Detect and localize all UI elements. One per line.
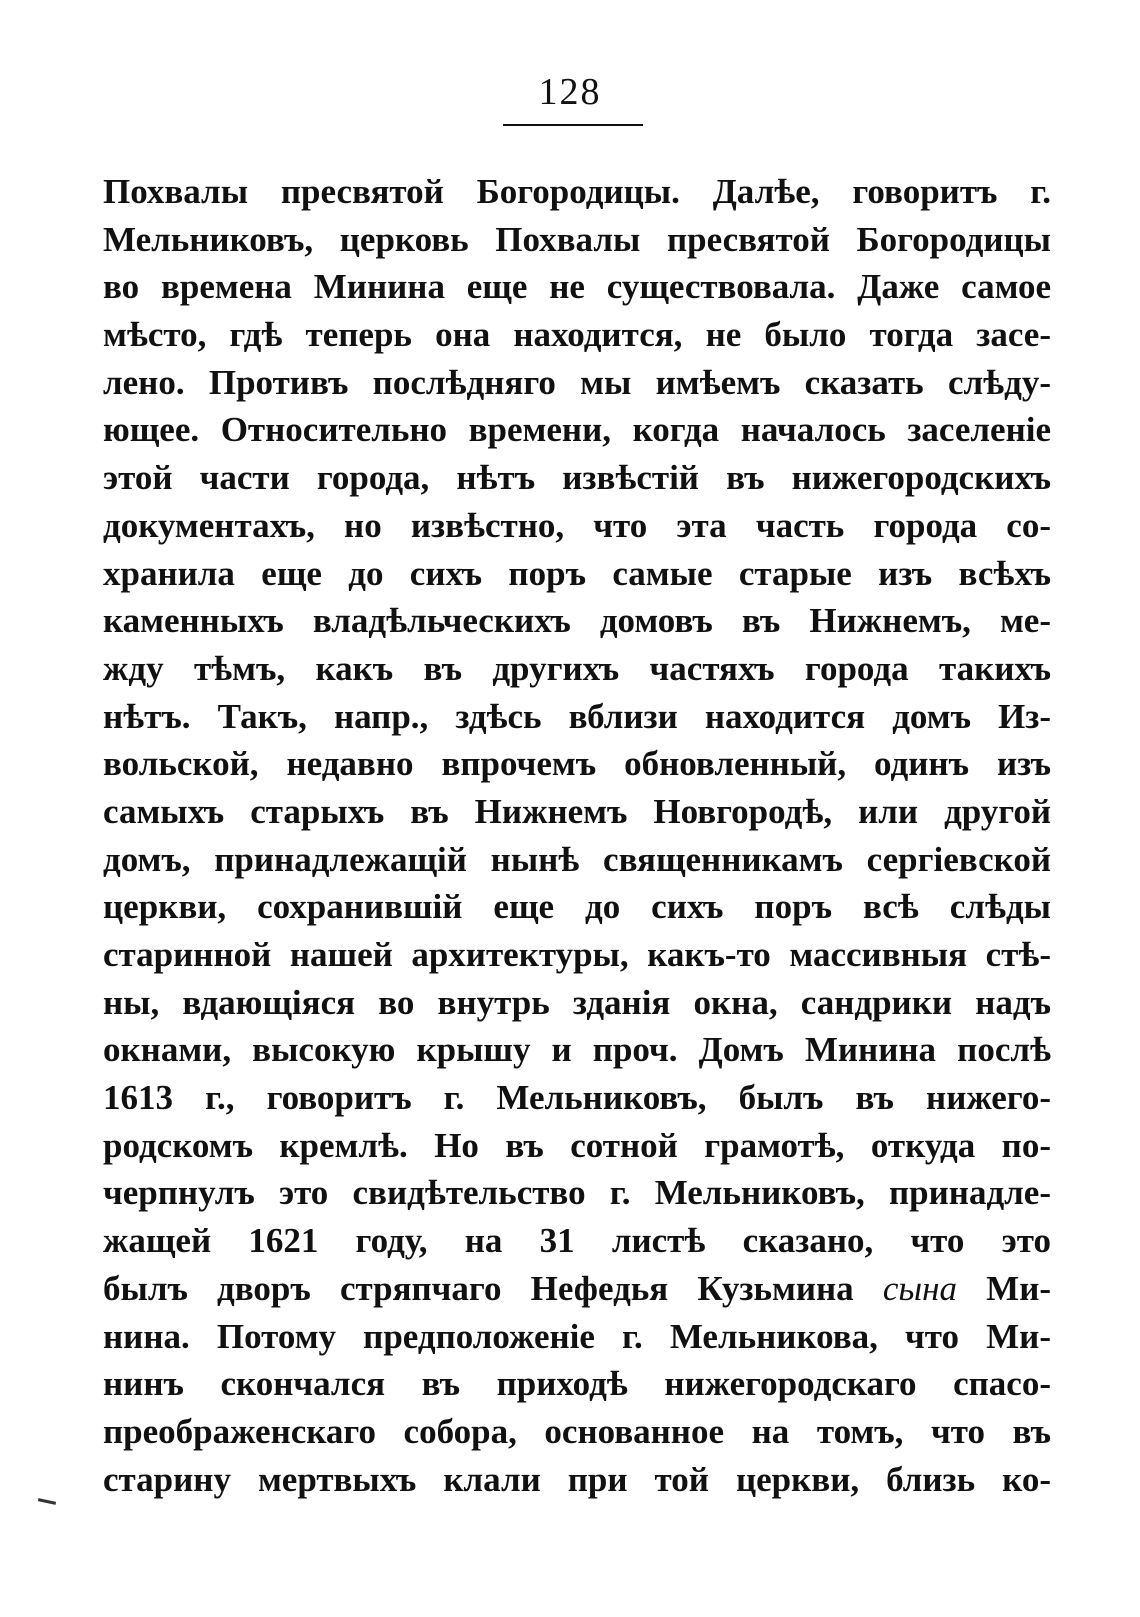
text-line-14: самыхъ старыхъ въ Нижнемъ Новгородѣ, или другой xyxy=(103,791,1051,831)
text-line-11: жду тѣмъ, какъ въ другихъ частяхъ города такихъ xyxy=(103,648,1051,688)
text-line-6: ющее. Относительно времени, когда началось заселеніе xyxy=(103,410,1051,450)
text-line-27: преображенскаго собора, основанное на томъ, что въ xyxy=(103,1411,1051,1451)
text-line-9: хранила еще до сихъ поръ самые старые изъ всѣхъ xyxy=(103,553,1051,593)
text-line-24-start: былъ дворъ стряпчаго Нефедья Кузьмина xyxy=(103,1268,854,1308)
text-line-10: каменныхъ владѣльческихъ домовъ въ Нижнемъ, ме- xyxy=(103,601,1051,641)
text-line-23: жащей 1621 году, на 31 листѣ сказано, что это xyxy=(103,1221,1051,1261)
text-line-28: старину мертвыхъ клали при той церкви, близь ко- xyxy=(103,1459,1051,1499)
page-number-rule xyxy=(503,124,643,126)
text-line-12: нѣтъ. Такъ, напр., здѣсь вблизи находится домъ Из- xyxy=(103,696,1051,736)
text-line-25: нина. Потому предположеніе г. Мельникова, что Ми- xyxy=(103,1316,1051,1356)
text-line-16: церкви, сохранившій еще до сихъ поръ всѣ слѣды xyxy=(103,887,1051,927)
text-line-15: домъ, принадлежащій нынѣ священникамъ сергіевской xyxy=(103,839,1051,879)
margin-mark xyxy=(38,1498,56,1505)
text-line-4: мѣсто, гдѣ теперь она находится, не было тогда засе- xyxy=(103,315,1051,355)
text-line-5: лено. Противъ послѣдняго мы имѣемъ сказать слѣду- xyxy=(103,362,1051,402)
text-line-26: нинъ скончался въ приходѣ нижегородскаго спасо- xyxy=(103,1364,1051,1404)
text-line-22: черпнулъ это свидѣтельство г. Мельниковъ, принадле- xyxy=(103,1173,1051,1213)
page-number: 128 xyxy=(538,71,602,113)
italic-word: сына xyxy=(882,1268,957,1308)
text-line-2: Мельниковъ, церковь Похвалы пресвятой Богородицы xyxy=(103,219,1051,259)
text-line-24-end: Ми- xyxy=(986,1268,1051,1308)
text-line-8: документахъ, но извѣстно, что эта часть города со- xyxy=(103,505,1051,545)
text-line-21: родскомъ кремлѣ. Но въ сотной грамотѣ, откуда по- xyxy=(103,1125,1051,1165)
text-line-17: старинной нашей архитектуры, какъ-то массивныя стѣ- xyxy=(103,935,1051,974)
text-line-20: 1613 г., говоритъ г. Мельниковъ, былъ въ нижего- xyxy=(103,1078,1051,1118)
text-line-18: ны, вдающіяся во внутрь зданія окна, сандрики надъ xyxy=(103,982,1051,1022)
text-line-1: Похвалы пресвятой Богородицы. Далѣе, говоритъ г. xyxy=(103,172,1051,211)
body-text xyxy=(103,168,1051,1503)
text-line-13: вольской, недавно впрочемъ обновленный, одинъ изъ xyxy=(103,744,1051,784)
text-line-3: во времена Минина еще не существовала. Даже самое xyxy=(103,267,1051,307)
text-line-24 xyxy=(103,1265,1051,1313)
text-line-19: окнами, высокую крышу и проч. Домъ Минина послѣ xyxy=(103,1030,1051,1070)
text-line-7: этой части города, нѣтъ извѣстій въ нижегородскихъ xyxy=(103,458,1051,498)
